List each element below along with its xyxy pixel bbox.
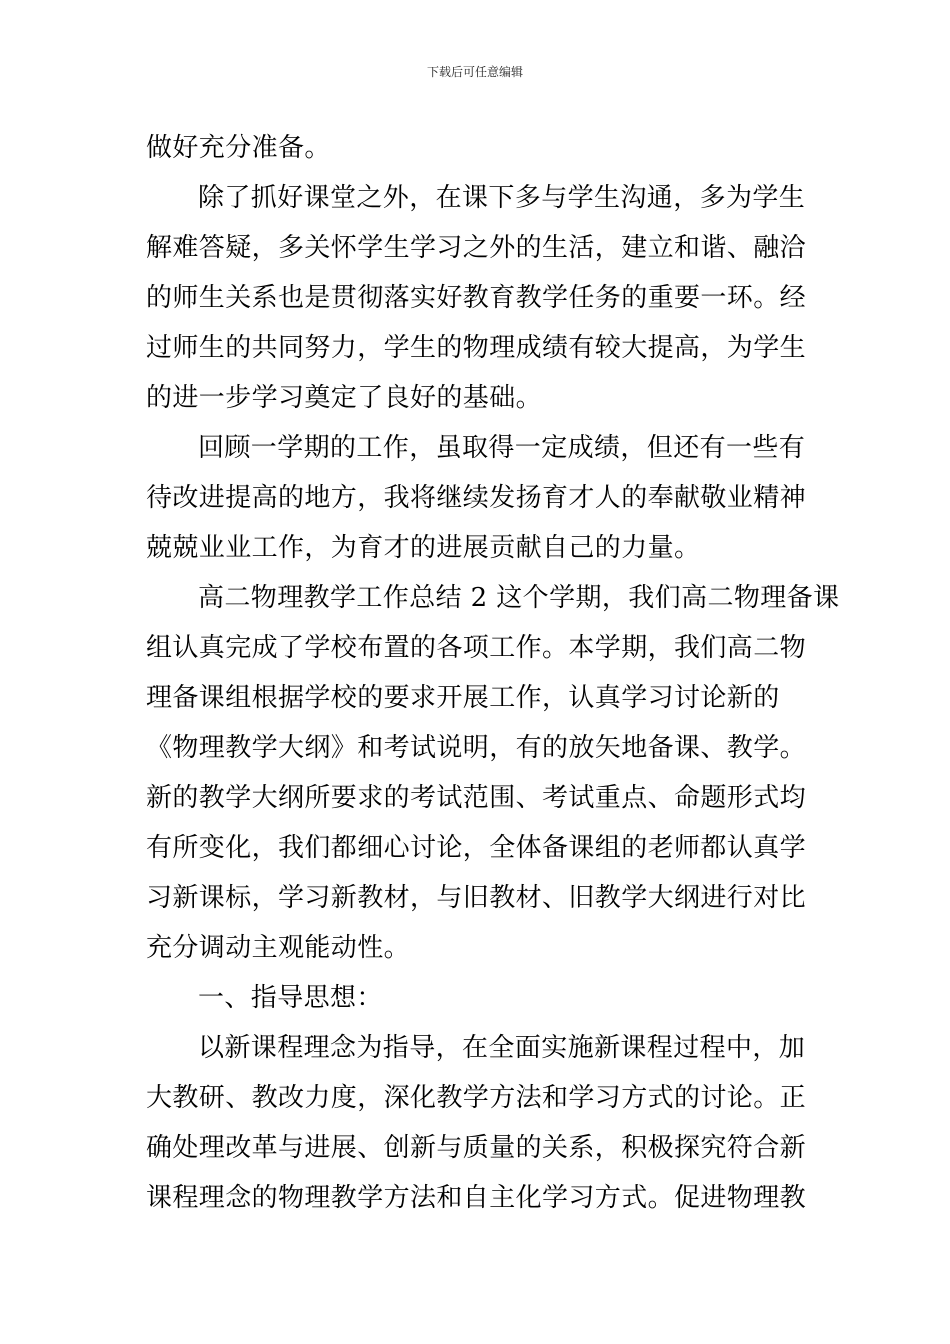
text-line: 兢兢业业工作，为育才的进展贡献自己的力量。 — [146, 533, 701, 563]
text-line: 理备课组根据学校的要求开展工作，认真学习讨论新的 — [146, 683, 780, 713]
text-line: 过师生的共同努力，学生的物理成绩有较大提高，为学生 — [146, 333, 807, 363]
text-line: 待改进提高的地方，我将继续发扬育才人的奉献敬业精神 — [146, 483, 807, 513]
paragraph-start-line: 高二物理教学工作总结 2 这个学期，我们高二物理备课 — [198, 583, 840, 613]
paragraph-start-line: 除了抓好课堂之外，在课下多与学生沟通，多为学生 — [198, 183, 806, 213]
text-line: 习新课标，学习新教材，与旧教材、旧教学大纲进行对比 — [146, 883, 807, 913]
text-line: 的师生关系也是贯彻落实好教育教学任务的重要一环。经 — [146, 283, 807, 313]
text-line: 新的教学大纲所要求的考试范围、考试重点、命题形式均 — [146, 783, 807, 813]
paragraph-start-line: 回顾一学期的工作，虽取得一定成绩，但还有一些有 — [198, 433, 806, 463]
text-line: 大教研、教改力度，深化教学方法和学习方式的讨论。正 — [146, 1083, 807, 1113]
text-line: 解难答疑，多关怀学生学习之外的生活，建立和谐、融洽 — [146, 233, 807, 263]
text-line: 课程理念的物理教学方法和自主化学习方式。促进物理教 — [146, 1183, 807, 1213]
text-line: 有所变化，我们都细心讨论，全体备课组的老师都认真学 — [146, 833, 807, 863]
text-line: 确处理改革与进展、创新与质量的关系，积极探究符合新 — [146, 1133, 807, 1163]
text-line: 《物理教学大纲》和考试说明，有的放矢地备课、教学。 — [146, 733, 807, 763]
text-line: 组认真完成了学校布置的各项工作。本学期，我们高二物 — [146, 633, 807, 663]
text-line: 做好充分准备。 — [146, 133, 331, 163]
text-line: 充分调动主观能动性。 — [146, 933, 411, 963]
page-header: 下载后可任意编辑 — [426, 65, 523, 79]
section-heading: 一、指导思想： — [198, 983, 383, 1013]
paragraph-start-line: 以新课程理念为指导，在全面实施新课程过程中，加 — [198, 1033, 806, 1063]
text-line: 的进一步学习奠定了良好的基础。 — [146, 383, 543, 413]
